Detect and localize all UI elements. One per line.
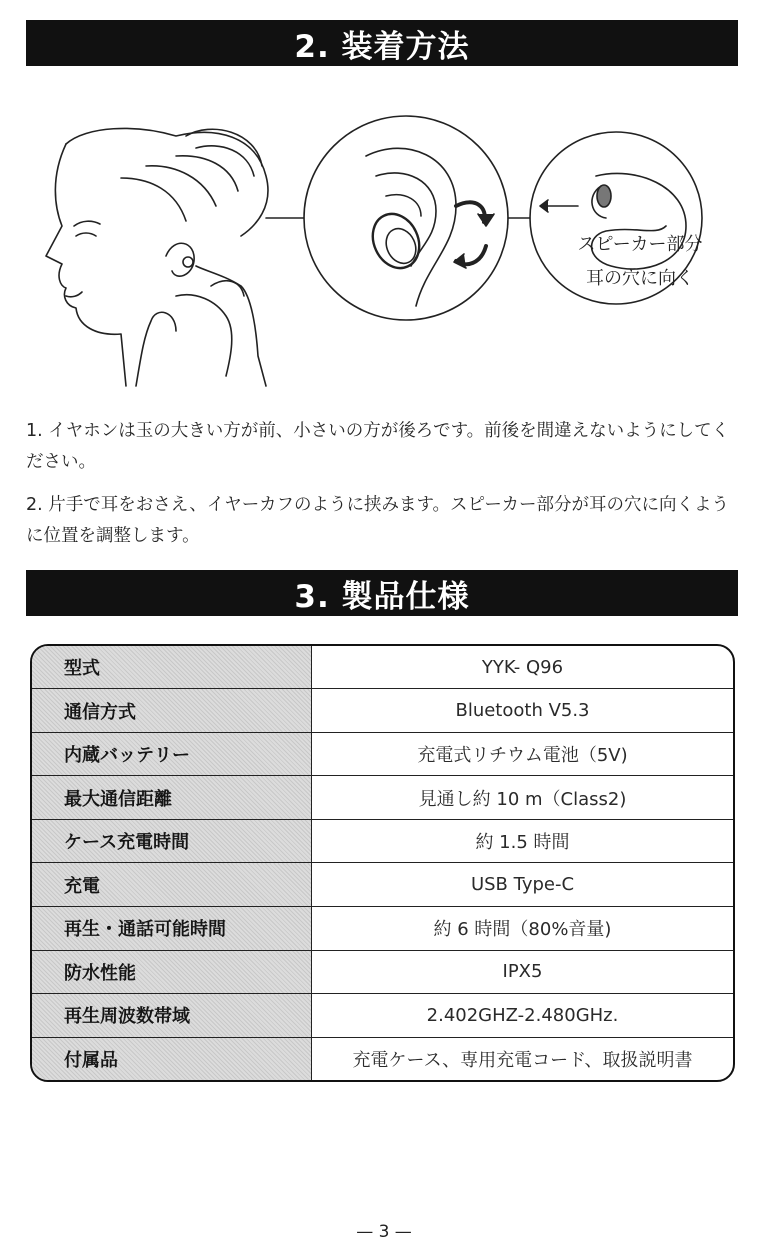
section-title-install: 2. 装着方法 [26,20,738,66]
spec-row [32,689,733,733]
spec-row [32,732,733,776]
spec-value: 見通し約 10 m（Class2) [312,776,734,820]
woman-profile-drawing [46,128,268,386]
spec-label: 再生周波数帯域 [32,994,312,1038]
spec-label: 充電 [32,863,312,907]
spec-row [32,950,733,994]
spec-label: 型式 [32,646,312,689]
spec-row [32,863,733,907]
spec-value: USB Type-C [312,863,734,907]
spec-label: 通信方式 [32,689,312,733]
spec-table [30,644,735,1082]
spec-row [32,646,733,689]
spec-label: 最大通信距離 [32,776,312,820]
spec-label: 再生・通話可能時間 [32,906,312,950]
spec-row [32,1037,733,1080]
spec-value: Bluetooth V5.3 [312,689,734,733]
spec-label: 付属品 [32,1037,312,1080]
spec-row [32,819,733,863]
spec-label: 内蔵バッテリー [32,732,312,776]
instruction-step-2: 2. 片手で耳をおさえ、イヤーカフのように挟みます。スピーカー部分が耳の穴に向くように位置を調整します。 [26,495,730,546]
spec-value: IPX5 [312,950,734,994]
page-number: — 3 — [356,1222,412,1242]
spec-value: 充電式リチウム電池（5V) [312,732,734,776]
spec-value: YYK- Q96 [312,646,734,689]
ear-closeup-drawing [304,116,508,320]
spec-value: 約 6 時間（80%音量) [312,906,734,950]
instruction-step-1: 1. イヤホンは玉の大きい方が前、小さいの方が後ろです。前後を間違えないようにしてください。 [26,421,730,472]
spec-row [32,776,733,820]
spec-row [32,906,733,950]
speaker-caption-line1: スピーカー部分 [577,234,703,255]
spec-value: 2.402GHZ-2.480GHz. [312,994,734,1038]
spec-value: 約 1.5 時間 [312,819,734,863]
spec-row [32,994,733,1038]
spec-label: 防水性能 [32,950,312,994]
speaker-caption-line2: 耳の穴に向く [586,268,694,289]
spec-value: 充電ケース、専用充電コード、取扱説明書 [352,1049,693,1071]
section-title-specs: 3. 製品仕様 [26,570,738,616]
spec-label: ケース充電時間 [32,819,312,863]
